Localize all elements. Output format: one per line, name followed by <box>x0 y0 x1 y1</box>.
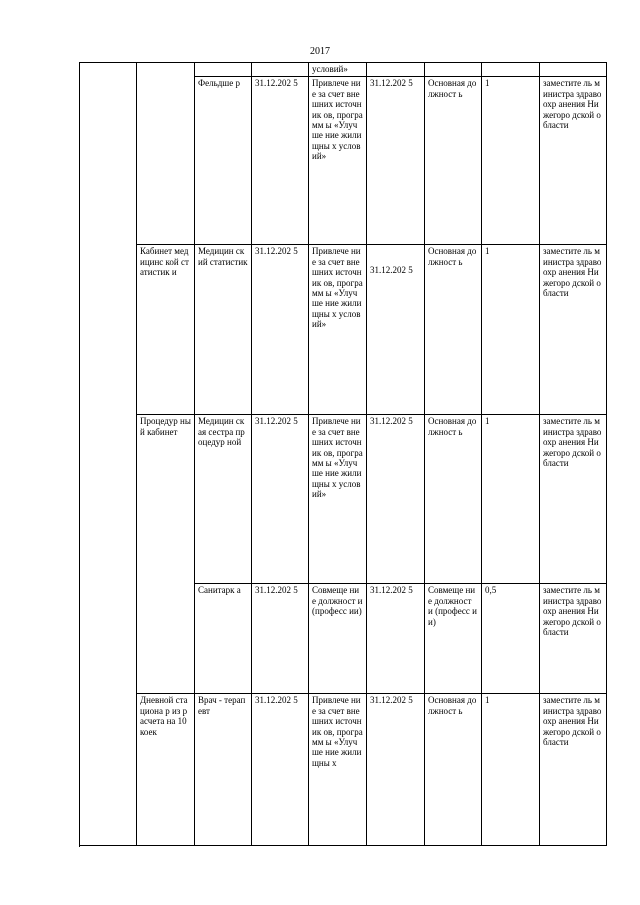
employment-cell: Основная должност ь <box>425 415 482 584</box>
division-cell: Кабинет медицинс кой статистик и <box>137 245 195 415</box>
date-cell <box>252 63 309 77</box>
rate-cell: 0,5 <box>482 584 540 694</box>
source-cell: Привлече ние за счет внешних источник ов, программ ы «Улучше ние жилищны х <box>309 694 367 846</box>
employment-cell: Основная должност ь <box>425 77 482 245</box>
rate-cell: 1 <box>482 245 540 415</box>
staffing-table <box>79 62 607 846</box>
division-cell: Процедур ный кабинет <box>137 415 195 694</box>
employment-cell: Основная должност ь <box>425 694 482 846</box>
position-cell <box>195 63 252 77</box>
rate-cell: 1 <box>482 694 540 846</box>
approver-cell: заместите ль министра здравоохр анения Нижегоро дской области <box>540 694 607 846</box>
table-row <box>80 694 607 846</box>
date-cell: 31.12.202 5 <box>367 245 425 415</box>
date-cell <box>367 63 425 77</box>
employment-cell: Основная должност ь <box>425 245 482 415</box>
first-column-cell <box>80 63 137 846</box>
approver-cell: заместите ль министра здравоохр анения Нижегоро дской области <box>540 77 607 245</box>
source-cell: Совмеще ние должност и (професс ии) <box>309 584 367 694</box>
division-cell <box>137 77 195 245</box>
position-cell: Врач - терапевт <box>195 694 252 846</box>
approver-cell: заместите ль министра здравоохр анения Нижегоро дской области <box>540 245 607 415</box>
source-cell: условий» <box>309 63 367 77</box>
table-row <box>80 245 607 415</box>
date-cell: 31.12.202 5 <box>367 694 425 846</box>
rate-cell <box>482 63 540 77</box>
rate-cell: 1 <box>482 415 540 584</box>
date-cell: 31.12.202 5 <box>252 77 309 245</box>
approver-cell <box>540 63 607 77</box>
table-row <box>80 63 607 77</box>
date-cell: 31.12.202 5 <box>252 245 309 415</box>
rate-cell: 1 <box>482 77 540 245</box>
date-cell: 31.12.202 5 <box>367 415 425 584</box>
source-cell: Привлече ние за счет внешних источник ов, программ ы «Улучше ние жилищны х условий» <box>309 415 367 584</box>
date-cell: 31.12.202 5 <box>367 584 425 694</box>
division-cell: Дневной стациона р из расчета на 10 коек <box>137 694 195 846</box>
employment-cell <box>425 63 482 77</box>
position-cell: Медицин ская сестра процедур ной <box>195 415 252 584</box>
approver-cell: заместите ль министра здравоохр анения Нижегоро дской области <box>540 584 607 694</box>
date-cell: 31.12.202 5 <box>252 584 309 694</box>
employment-cell: Совмеще ние должност и (професс ии) <box>425 584 482 694</box>
approver-cell: заместите ль министра здравоохр анения Нижегоро дской области <box>540 415 607 584</box>
source-cell: Привлече ние за счет внешних источник ов, программ ы «Улучше ние жилищны х условий» <box>309 77 367 245</box>
source-cell: Привлече ние за счет внешних источник ов, программ ы «Улучше ние жилищны х условий» <box>309 245 367 415</box>
table-row <box>80 77 607 245</box>
page-number: 2017 <box>310 46 330 57</box>
division-cell <box>137 63 195 77</box>
position-cell: Фельдше р <box>195 77 252 245</box>
date-cell: 31.12.202 5 <box>252 415 309 584</box>
position-cell: Санитарк а <box>195 584 252 694</box>
date-cell: 31.12.202 5 <box>367 77 425 245</box>
table-row <box>80 415 607 584</box>
position-cell: Медицин ский статистик <box>195 245 252 415</box>
date-cell: 31.12.202 5 <box>252 694 309 846</box>
